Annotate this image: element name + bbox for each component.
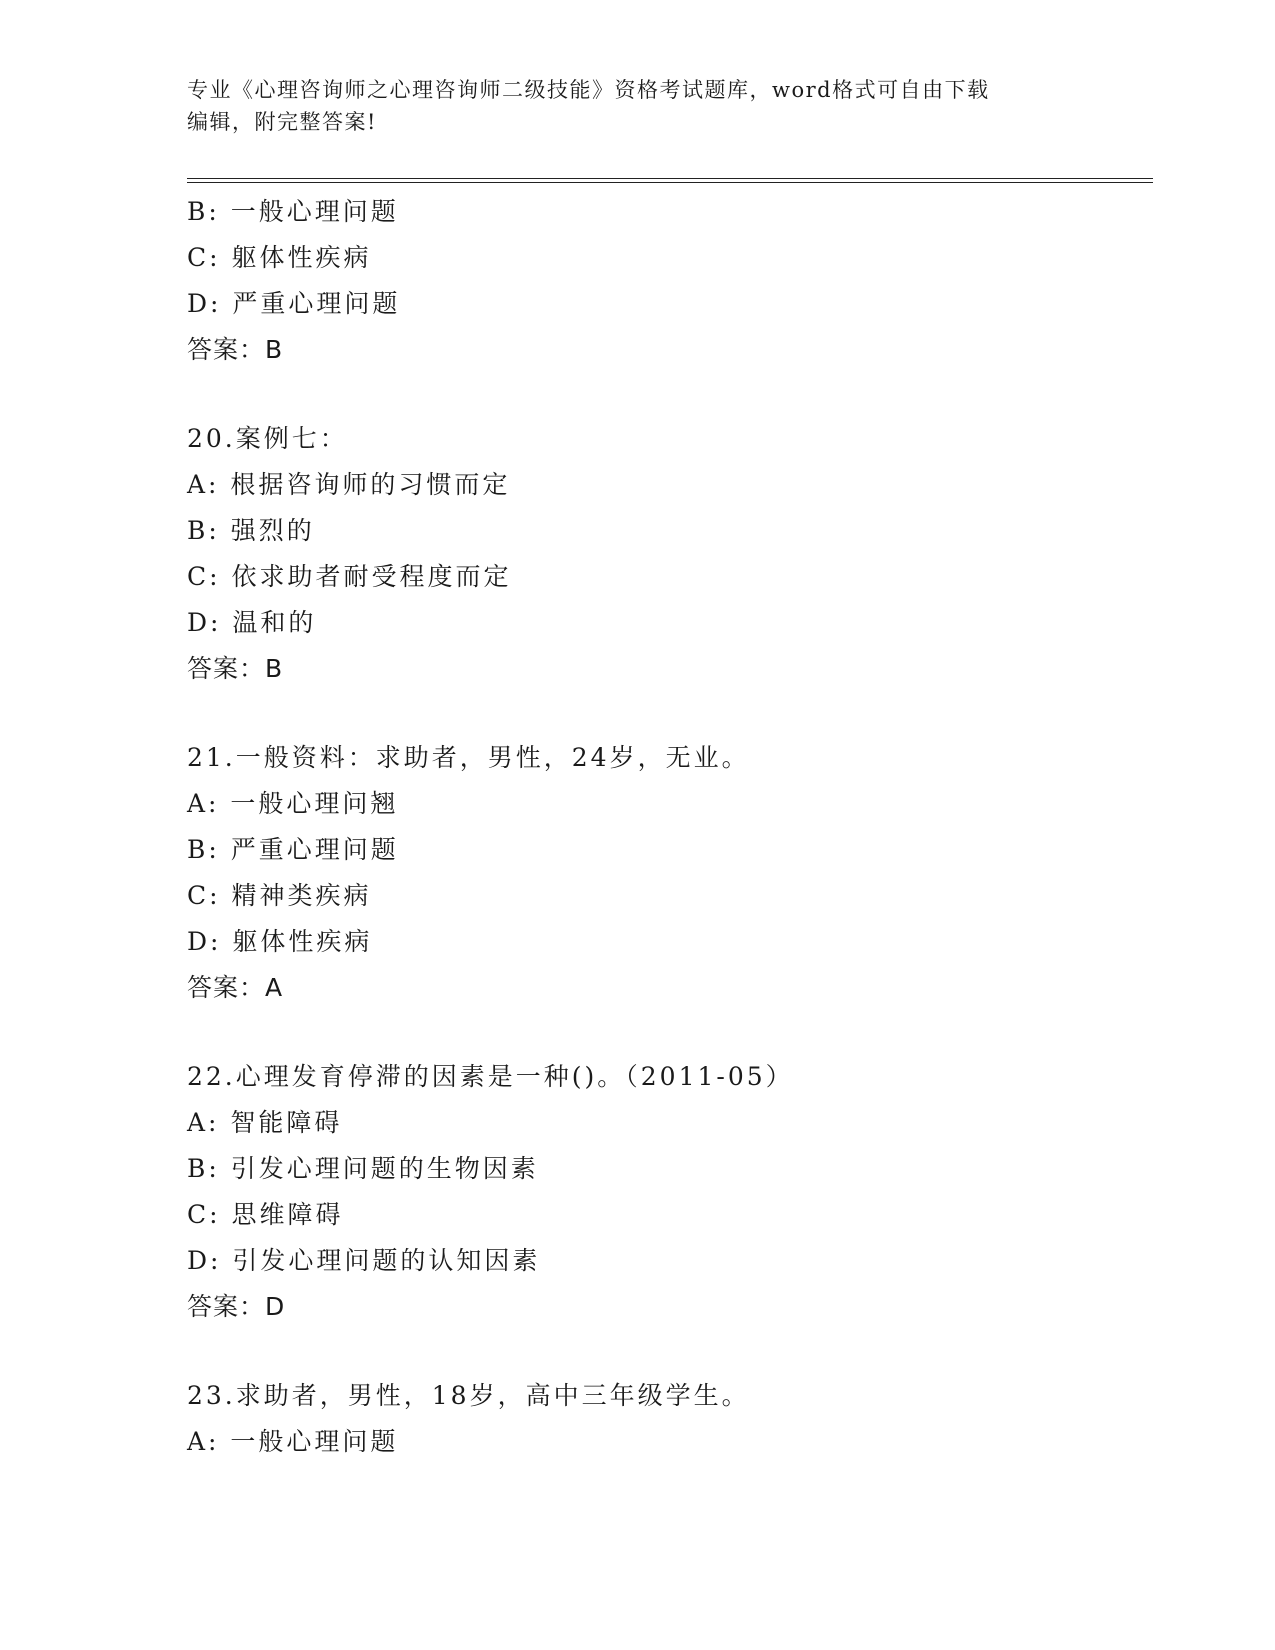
header-divider-top bbox=[187, 178, 1153, 179]
document-header bbox=[187, 74, 1087, 138]
option-b: B: 一般心理问题 bbox=[187, 197, 399, 226]
option-c: C: 精神类疾病 bbox=[187, 881, 372, 910]
option-a: A: 一般心理问题 bbox=[187, 1427, 399, 1456]
option-d: D: 躯体性疾病 bbox=[187, 927, 373, 956]
option-d: D: 引发心理问题的认知因素 bbox=[187, 1246, 541, 1275]
option-c: C: 依求助者耐受程度而定 bbox=[187, 562, 512, 591]
option-b: B: 严重心理问题 bbox=[187, 835, 399, 864]
answer-line: 答案：B bbox=[187, 654, 284, 683]
option-c: C: 躯体性疾病 bbox=[187, 243, 372, 272]
option-c: C: 思维障碍 bbox=[187, 1200, 344, 1229]
question-list bbox=[187, 189, 1147, 1465]
question-20 bbox=[187, 416, 1147, 692]
header-line-1: 专业《心理咨询师之心理咨询师二级技能》资格考试题库，word格式可自由下载 bbox=[187, 78, 990, 102]
answer-line: 答案：A bbox=[187, 973, 284, 1002]
header-divider-bottom bbox=[187, 182, 1153, 183]
question-stem: 20.案例七： bbox=[187, 424, 348, 453]
option-a: A: 一般心理问翘 bbox=[187, 789, 399, 818]
question-stem: 22.心理发育停滞的因素是一种()。（2011-05） bbox=[187, 1062, 794, 1091]
question-19-fragment bbox=[187, 189, 1147, 373]
question-stem: 21.一般资料：求助者，男性，24岁，无业。 bbox=[187, 743, 750, 772]
option-a: A: 根据咨询师的习惯而定 bbox=[187, 470, 511, 499]
question-stem: 23.求助者，男性，18岁，高中三年级学生。 bbox=[187, 1381, 750, 1410]
question-23 bbox=[187, 1373, 1147, 1465]
option-b: B: 强烈的 bbox=[187, 516, 315, 545]
answer-line: 答案：D bbox=[187, 1292, 286, 1321]
question-21 bbox=[187, 735, 1147, 1011]
answer-line: 答案：B bbox=[187, 335, 284, 364]
question-22 bbox=[187, 1054, 1147, 1330]
option-d: D: 严重心理问题 bbox=[187, 289, 401, 318]
option-d: D: 温和的 bbox=[187, 608, 317, 637]
option-b: B: 引发心理问题的生物因素 bbox=[187, 1154, 539, 1183]
header-line-2: 编辑，附完整答案! bbox=[187, 110, 377, 134]
option-a: A: 智能障碍 bbox=[187, 1108, 343, 1137]
